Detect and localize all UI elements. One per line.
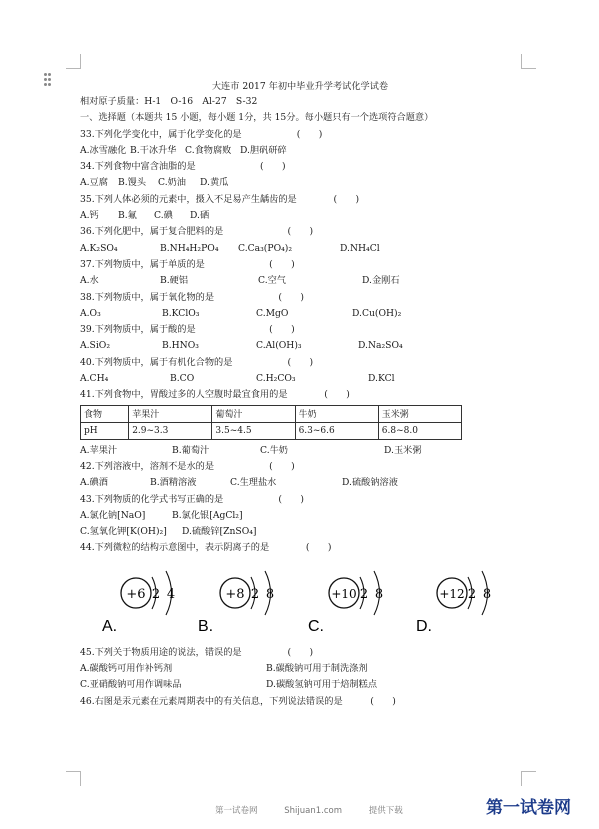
option-letter: B.	[198, 617, 214, 635]
option: C.空气	[258, 275, 286, 287]
question-options	[80, 208, 520, 224]
option: A.豆腐	[80, 177, 108, 189]
option: D.碳酸氢钠可用于焙制糕点	[266, 679, 378, 691]
table-cell: 6.8~8.0	[378, 422, 461, 439]
option: D.胆矾研碎	[240, 144, 287, 156]
question-options	[80, 508, 520, 524]
brand-logo: 第一试卷网	[486, 798, 571, 818]
option: D.Cu(OH)₂	[352, 307, 402, 319]
table-cell: 2.9~3.3	[129, 422, 212, 439]
option: B.硬铝	[160, 275, 189, 287]
question-stem: 39.下列物质中，属于酸的是 ( )	[80, 324, 295, 336]
option: B.馒头	[118, 177, 147, 189]
atomic-mass-line: 相对原子质量：H-1 O-16 Al-27 S-32	[80, 96, 258, 107]
electron-count: 8	[265, 586, 275, 602]
question-stem: 37.下列物质中，属于单质的是 ( )	[80, 258, 295, 270]
option: B.葡萄汁	[172, 444, 210, 456]
question-options	[80, 443, 520, 459]
question-options	[80, 175, 520, 191]
page-corner-mark	[66, 54, 81, 69]
option: A.K₂SO₄	[80, 242, 118, 254]
question-stem: 33.下列化学变化中，属于化学变化的是 ( )	[80, 128, 323, 140]
question-stem: 35.下列人体必须的元素中，摄入不足易产生龋齿的是 ( )	[80, 193, 360, 205]
atom-diagram-b	[198, 571, 274, 635]
table-cell: 牛奶	[295, 405, 378, 422]
ph-table	[80, 405, 462, 440]
section-heading: 一、选择题（本题共 15 小题，每小题 1分，共 15分。每小题只有一个选项符合题意）	[80, 112, 434, 124]
option: A.CH₄	[80, 373, 109, 385]
nucleus-charge: +12	[439, 586, 465, 601]
option: A.碳酸钙可用作补钙剂	[80, 663, 173, 675]
option: B.CO	[170, 373, 195, 385]
option: A.氯化钠[NaO]	[80, 509, 146, 521]
option: D.Na₂SO₄	[358, 340, 403, 352]
option: C.食物腐败	[185, 144, 232, 156]
footer-url: Shijuan1.com	[284, 806, 342, 816]
question-options	[80, 475, 520, 491]
option: D.硫酸钠溶液	[342, 477, 398, 489]
option-letter: D.	[416, 617, 432, 635]
electron-count: 2	[250, 586, 260, 602]
option: A.SiO₂	[80, 340, 111, 352]
question-options	[80, 524, 520, 540]
question-stem: 34.下列食物中富含油脂的是 ( )	[80, 161, 286, 173]
table-cell: 3.5~4.5	[212, 422, 295, 439]
table-cell: 葡萄汁	[212, 405, 295, 422]
electron-count: 2	[467, 586, 477, 602]
option: C.MgO	[256, 307, 289, 319]
option: C.H₂CO₃	[256, 373, 296, 385]
option: C.奶油	[158, 177, 186, 189]
question-stem: 36.下列化肥中，属于复合肥料的是 ( )	[80, 226, 314, 238]
option: A.水	[80, 275, 99, 287]
question-options	[80, 306, 520, 322]
option: B.HNO₃	[162, 340, 199, 352]
question-options	[80, 241, 520, 257]
atom-diagram-a	[102, 571, 175, 635]
option: B.NH₄H₂PO₄	[160, 242, 219, 254]
electron-count: 4	[166, 586, 176, 602]
footer-download: 提供下载	[368, 806, 403, 816]
drag-handle-icon[interactable]	[44, 73, 54, 88]
option: D.玉米粥	[384, 444, 422, 456]
table-cell: 玉米粥	[378, 405, 461, 422]
option: B.KClO₃	[162, 307, 200, 319]
option: D.KCl	[368, 373, 395, 385]
option-letter: C.	[308, 617, 324, 635]
footer-site: 第一试卷网	[215, 806, 258, 816]
question-options	[80, 661, 520, 677]
option: D.金刚石	[362, 275, 400, 287]
table-header-row	[81, 405, 462, 422]
atom-structure-diagrams	[80, 561, 520, 643]
question-stem: 40.下列物质中，属于有机化合物的是 ( )	[80, 356, 314, 368]
nucleus-charge: +8	[225, 586, 245, 602]
option: A.冰雪融化	[80, 144, 127, 156]
option: A.钙	[80, 210, 99, 222]
option: D.黄瓜	[200, 177, 229, 189]
electron-count: 8	[482, 586, 492, 602]
option: A.O₃	[80, 307, 101, 319]
page-footer	[215, 804, 427, 816]
option: D.硒	[190, 210, 210, 222]
table-cell: pH	[81, 422, 129, 439]
table-cell: 6.3~6.6	[295, 422, 378, 439]
question-stem: 46.右图是汞元素在元素周期表中的有关信息，下列说法错误的是 ( )	[80, 695, 396, 707]
option: B.碳酸钠可用于制洗涤剂	[266, 663, 368, 675]
option: D.NH₄Cl	[340, 242, 380, 254]
document-body	[80, 80, 520, 710]
option: C.牛奶	[260, 444, 288, 456]
electron-count: 8	[374, 586, 384, 602]
option: C.亚硝酸钠可用作调味品	[80, 679, 182, 691]
option: B.氟	[118, 210, 137, 222]
option: A.苹果汁	[80, 444, 118, 456]
question-stem: 45.下列关于物质用途的说法，错误的是 ( )	[80, 646, 314, 658]
table-row	[81, 422, 462, 439]
option: A.碘酒	[80, 477, 108, 489]
question-options	[80, 371, 520, 387]
page-corner-mark	[521, 54, 536, 69]
atom-diagram-d	[416, 571, 491, 635]
nucleus-charge: +10	[331, 586, 357, 601]
electron-count: 2	[151, 586, 161, 602]
exam-title: 大连市 2017 年初中毕业升学考试化学试卷	[211, 81, 389, 92]
question-stem: 41.下列食物中，胃酸过多的人空腹时最宜食用的是 ( )	[80, 389, 350, 401]
option: C.生理盐水	[230, 477, 277, 489]
nucleus-charge: +6	[126, 586, 146, 602]
option: C.Ca₃(PO₄)₂	[238, 242, 293, 254]
question-stem: 43.下列物质的化学式书写正确的是 ( )	[80, 493, 304, 505]
option: C.Al(OH)₃	[256, 340, 302, 352]
question-options	[80, 338, 520, 354]
option-letter: A.	[102, 617, 118, 635]
option: B.干冰升华	[130, 144, 177, 156]
question-stem: 44.下列微粒的结构示意图中，表示阴离子的是 ( )	[80, 542, 332, 554]
option: B.酒精溶液	[150, 477, 197, 489]
question-options	[80, 143, 520, 159]
page-corner-mark	[521, 771, 536, 786]
option: D.硫酸锌[ZnSO₄]	[182, 526, 257, 538]
question-options	[80, 677, 520, 693]
atom-diagram-c	[308, 571, 383, 635]
atom-diagrams-svg	[80, 561, 520, 643]
question-options	[80, 273, 520, 289]
table-cell: 食物	[81, 405, 129, 422]
page-corner-mark	[66, 771, 81, 786]
option: B.氯化银[AgCl₂]	[172, 509, 243, 521]
table-cell: 苹果汁	[129, 405, 212, 422]
electron-count: 2	[359, 586, 369, 602]
option: C.氢氧化钾[K(OH)₂]	[80, 526, 167, 538]
question-stem: 42.下列溶液中，溶剂不是水的是 ( )	[80, 460, 295, 472]
question-stem: 38.下列物质中，属于氧化物的是 ( )	[80, 291, 304, 303]
option: C.碘	[154, 210, 173, 222]
